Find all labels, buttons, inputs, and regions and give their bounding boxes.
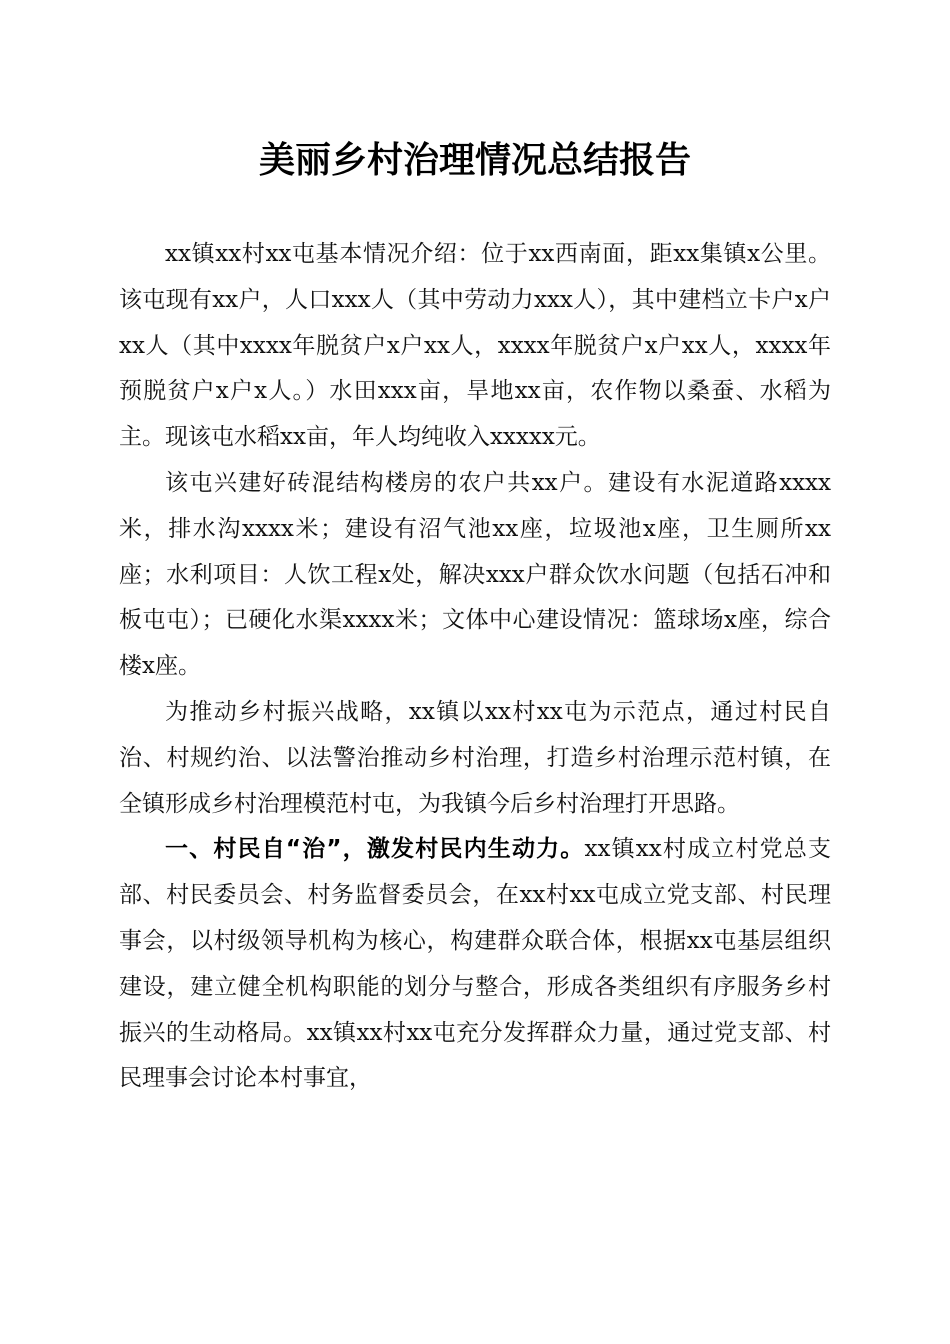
paragraph-infrastructure: 该屯兴建好砖混结构楼房的农户共xx户。建设有水泥道路xxxx米，排水沟xxxx米；建设有沼气池xx座，垃圾池x座，卫生厕所xx座；水利项目：人饮工程x处，解决xxx户群众饮水问题（包括石冲和板屯屯）；已硬化水渠xxxx米；文体中心建设情况：篮球场x座，综合楼x座。 <box>119 469 831 680</box>
document-body <box>119 232 831 1102</box>
document-title: 美丽乡村治理情况总结报告 <box>258 139 691 181</box>
section-one-text: xx镇xx村成立村党总支部、村民委员会、村务监督委员会，在xx村xx屯成立党支部、村民理事会，以村级领导机构为核心，构建群众联合体，根据xx屯基层组织建设，建立健全机构职能的划分与整合，形成各类组织有序服务乡村振兴的生动格局。xx镇xx村xx屯充分发挥群众力量，通过党支部、村民理事会讨论本村事宜， <box>119 836 831 1092</box>
paragraph-basic-info: xx镇xx村xx屯基本情况介绍：位于xx西南面，距xx集镇x公里。该屯现有xx户，人口xxx人（其中劳动力xxx人），其中建档立卡户x户xx人（其中xxxx年脱贫户x户xx人，xxxx年脱贫户x户xx人，xxxx年预脱贫户x户x人。）水田xxx亩，旱地xx亩，农作物以桑蚕、水稻为主。现该屯水稻xx亩，年人均纯收入xxxxx元。 <box>119 241 831 451</box>
section-one-heading: 一、村民自“治”，激发村民内生动力。 <box>165 836 585 863</box>
paragraph-section-one <box>119 827 831 1102</box>
paragraph-strategy: 为推动乡村振兴战略，xx镇以xx村xx屯为示范点，通过村民自治、村规约治、以法警治推动乡村治理，打造乡村治理示范村镇，在全镇形成乡村治理模范村屯，为我镇今后乡村治理打开思路。 <box>119 698 831 817</box>
